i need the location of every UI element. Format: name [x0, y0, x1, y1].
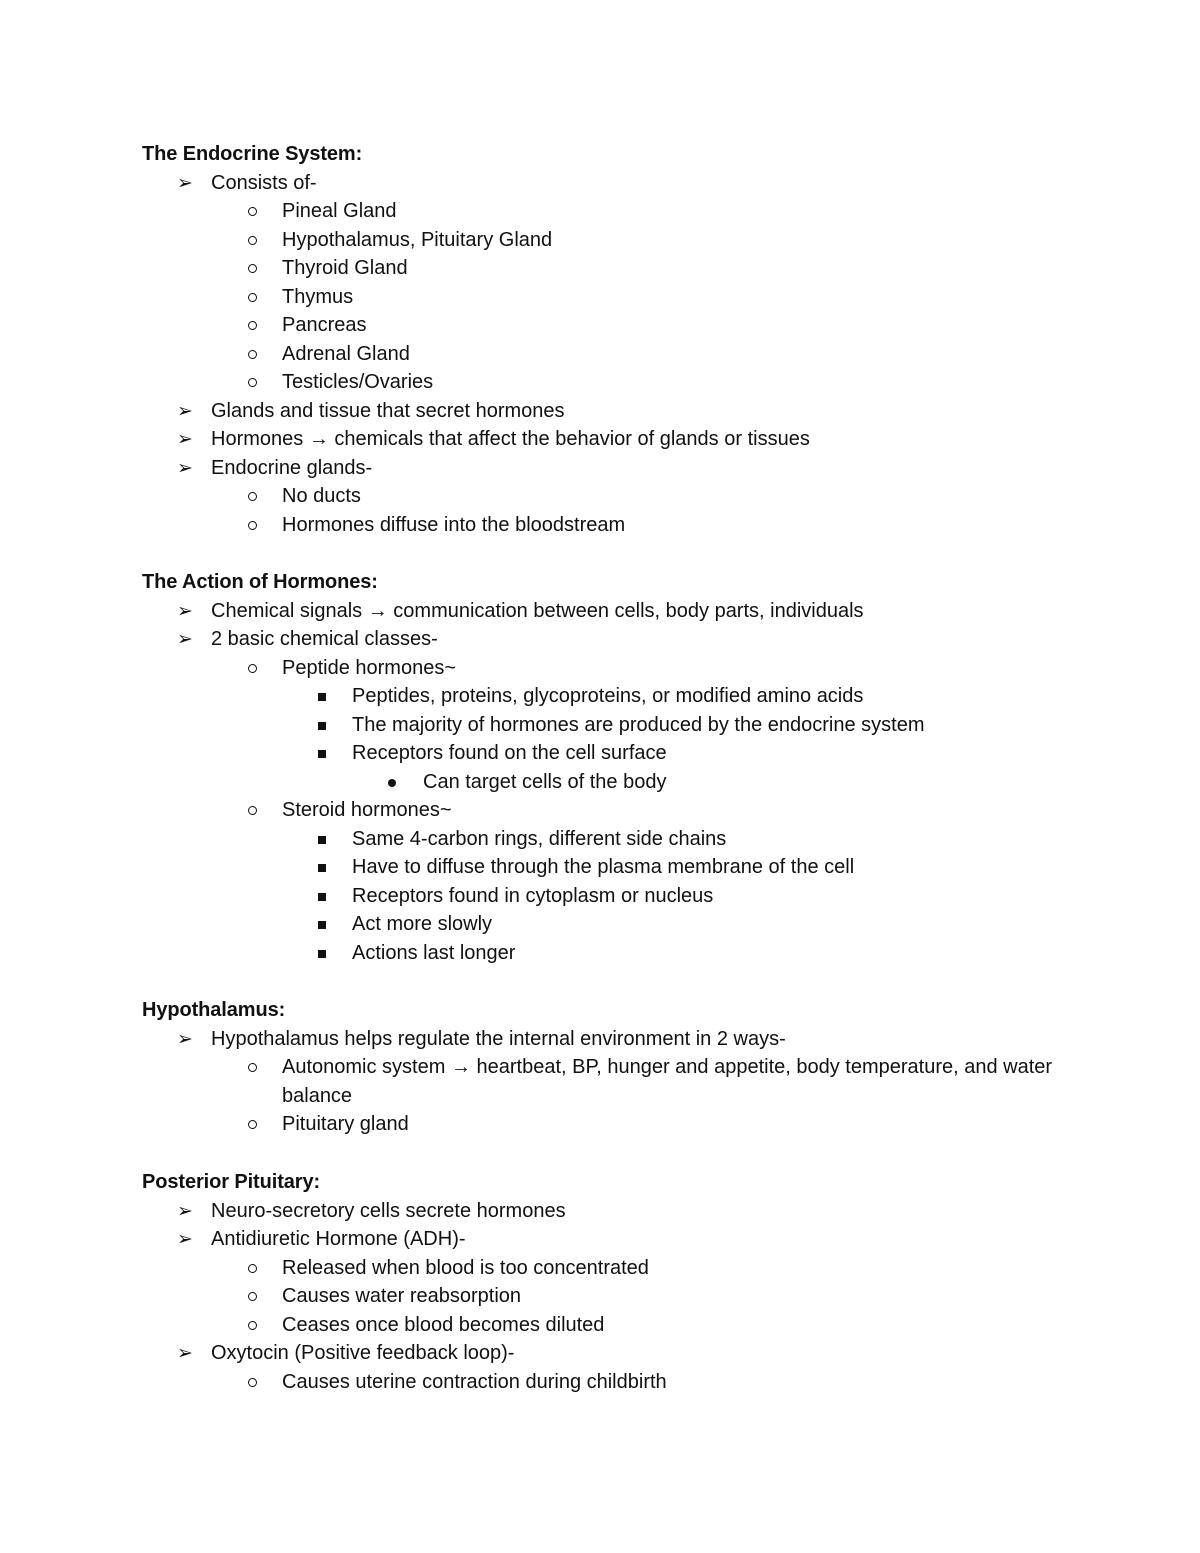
- list-item: [0, 682, 1060, 711]
- list-item-text: Act more slowly: [352, 913, 493, 935]
- list-item: [0, 625, 1060, 654]
- list-item-text: Causes uterine contraction during childbirth: [282, 1370, 667, 1393]
- square-bullet-icon: [318, 882, 326, 911]
- list-item: [0, 739, 1060, 768]
- circle-bullet-icon: [248, 482, 257, 511]
- list-item-text: Receptors found in cytoplasm or nucleus: [352, 884, 714, 907]
- list-item: [0, 1053, 1060, 1110]
- list-item: [0, 197, 1060, 226]
- list-item: [0, 226, 1060, 255]
- list-item: [0, 1368, 1060, 1397]
- list-item-text: Causes water reabsorption: [282, 1285, 522, 1307]
- list-item-text: Pancreas: [282, 314, 367, 336]
- circle-bullet-icon: [248, 340, 257, 369]
- section-endocrine-system: [0, 140, 1200, 539]
- list-item: [0, 910, 1060, 939]
- list-item: [0, 1197, 1060, 1226]
- circle-bullet-icon: [248, 254, 257, 283]
- list-item-text: Glands and tissue that secret hormones: [211, 399, 565, 422]
- section-heading: The Action of Hormones:: [142, 571, 378, 593]
- section-posterior-pituitary: [0, 1168, 1200, 1396]
- circle-bullet-icon: [248, 283, 257, 312]
- list-item: [0, 254, 1060, 283]
- square-bullet-icon: [318, 739, 326, 768]
- list-item: [0, 454, 1060, 483]
- list-item: [0, 283, 1060, 312]
- circle-bullet-icon: [248, 1282, 257, 1311]
- dot-bullet-icon: [388, 768, 396, 797]
- list-item: [0, 1339, 1060, 1368]
- list-item: [0, 711, 1060, 740]
- square-bullet-icon: [318, 682, 326, 711]
- list-item: [0, 397, 1060, 426]
- list-item-text: Oxytocin (Positive feedback loop)-: [211, 1342, 515, 1364]
- circle-bullet-icon: [248, 1053, 257, 1082]
- list-item: [0, 1110, 1060, 1139]
- list-item-text: Thymus: [282, 285, 354, 308]
- list-item: [0, 511, 1060, 540]
- list-item: [0, 768, 1060, 797]
- circle-bullet-icon: [248, 1254, 257, 1283]
- square-bullet-icon: [318, 825, 326, 854]
- list-item-text: Pineal Gland: [282, 200, 397, 222]
- list-item-text: Consists of-: [211, 171, 317, 194]
- list-item: [0, 482, 1060, 511]
- list-item-text: Testicles/Ovaries: [282, 371, 434, 393]
- arrow-bullet-icon: ➢: [177, 456, 193, 479]
- list-item: [0, 853, 1060, 882]
- list-item: [0, 654, 1060, 683]
- list-item: [0, 425, 1060, 454]
- list-item-text: Endocrine glands-: [211, 456, 373, 479]
- list-item: [0, 1282, 1060, 1311]
- list-item: [0, 939, 1060, 968]
- arrow-bullet-icon: ➢: [177, 599, 193, 622]
- list-item-text: Have to diffuse through the plasma membrane of the cell: [352, 856, 855, 878]
- circle-bullet-icon: [248, 654, 257, 683]
- circle-bullet-icon: [248, 511, 257, 540]
- circle-bullet-icon: [248, 368, 257, 397]
- list-item-text: Same 4-carbon rings, different side chains: [352, 827, 727, 850]
- arrow-bullet-icon: ➢: [177, 1228, 193, 1250]
- list-item: [0, 311, 1060, 340]
- list-item-text: Peptides, proteins, glycoproteins, or modified amino acids: [352, 685, 864, 707]
- list-item-text: Released when blood is too concentrated: [282, 1256, 649, 1279]
- list-item-text: The majority of hormones are produced by the endocrine system: [352, 713, 925, 736]
- circle-bullet-icon: [248, 1311, 257, 1340]
- list-item-text: Hormones diffuse into the bloodstream: [282, 513, 626, 536]
- arrow-bullet-icon: ➢: [177, 171, 193, 194]
- list-item: [0, 597, 1060, 626]
- arrow-bullet-icon: ➢: [177, 399, 193, 422]
- square-bullet-icon: [318, 910, 326, 939]
- list-item-text: Receptors found on the cell surface: [352, 742, 667, 764]
- square-bullet-icon: [318, 853, 326, 882]
- circle-bullet-icon: [248, 197, 257, 226]
- arrow-bullet-icon: ➢: [177, 1342, 193, 1364]
- list-item: [0, 368, 1060, 397]
- list-item-text: Pituitary gland: [282, 1113, 409, 1135]
- list-item: [0, 796, 1060, 825]
- list-item-text: Hypothalamus, Pituitary Gland: [282, 228, 553, 251]
- list-item: [0, 825, 1060, 854]
- list-item: [0, 169, 1060, 198]
- section-hypothalamus: [0, 996, 1200, 1139]
- arrow-bullet-icon: ➢: [177, 628, 193, 650]
- list-item: [0, 882, 1060, 911]
- list-item-text: Thyroid Gland: [282, 257, 408, 279]
- list-item-text: Steroid hormones~: [282, 799, 452, 821]
- square-bullet-icon: [318, 711, 326, 740]
- circle-bullet-icon: [248, 796, 257, 825]
- circle-bullet-icon: [248, 226, 257, 255]
- list-item-text: Adrenal Gland: [282, 342, 410, 365]
- circle-bullet-icon: [248, 311, 257, 340]
- list-item-text: Hormones → chemicals that affect the behavior of glands or tissues: [211, 428, 810, 450]
- list-item-text: Neuro-secretory cells secrete hormones: [211, 1199, 566, 1222]
- section-heading: Posterior Pituitary:: [142, 1171, 321, 1193]
- list-item-text: Chemical signals → communication between cells, body parts, individuals: [211, 599, 864, 622]
- square-bullet-icon: [318, 939, 326, 968]
- arrow-bullet-icon: ➢: [177, 1027, 193, 1050]
- list-item-text: Actions last longer: [352, 941, 516, 964]
- circle-bullet-icon: [248, 1110, 257, 1139]
- arrow-bullet-icon: ➢: [177, 428, 193, 450]
- list-item-text: Can target cells of the body: [423, 770, 667, 793]
- section-heading: Hypothalamus:: [142, 999, 286, 1021]
- list-item-text: Peptide hormones~: [282, 656, 457, 679]
- list-item-text: Ceases once blood becomes diluted: [282, 1313, 605, 1336]
- list-item-text: Antidiuretic Hormone (ADH)-: [211, 1228, 466, 1250]
- section-heading: The Endocrine System:: [142, 143, 363, 165]
- list-item-text: Hypothalamus helps regulate the internal environment in 2 ways-: [211, 1027, 786, 1050]
- list-item: [0, 1311, 1060, 1340]
- list-item: [0, 340, 1060, 369]
- list-item-text: Autonomic system → heartbeat, BP, hunger and appetite, body temperature, and water balance: [282, 1056, 1053, 1107]
- arrow-bullet-icon: ➢: [177, 1199, 193, 1222]
- list-item-text: 2 basic chemical classes-: [211, 628, 438, 650]
- list-item-text: No ducts: [282, 485, 361, 507]
- list-item: [0, 1225, 1060, 1254]
- circle-bullet-icon: [248, 1368, 257, 1397]
- list-item: [0, 1254, 1060, 1283]
- list-item: [0, 1025, 1060, 1054]
- section-action-of-hormones: [0, 568, 1200, 967]
